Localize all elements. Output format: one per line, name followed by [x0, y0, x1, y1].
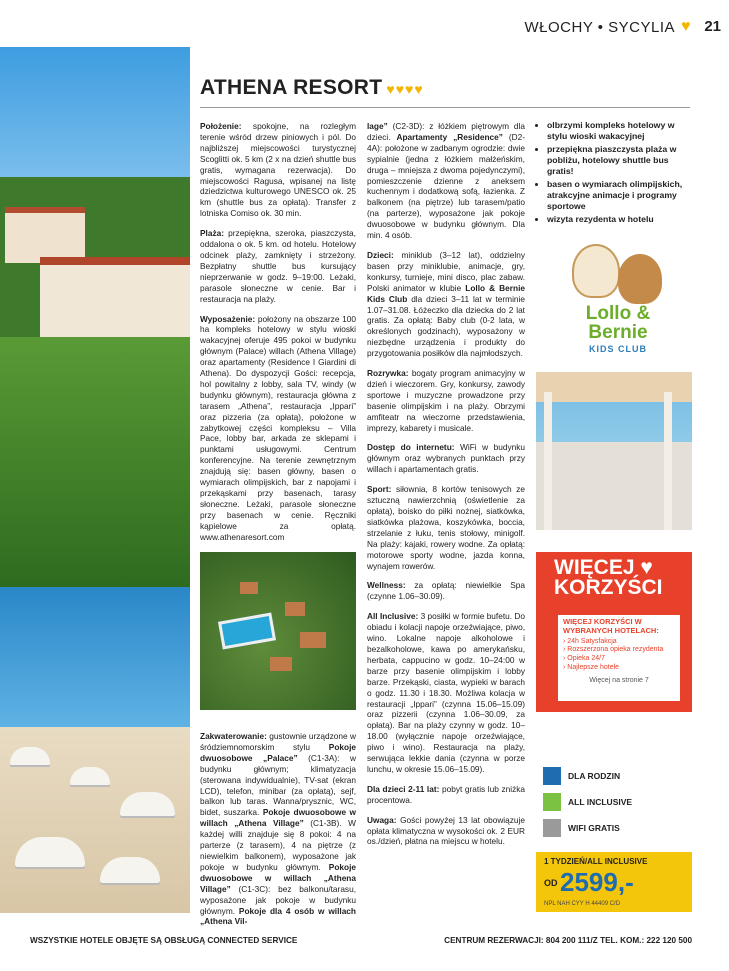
- list-item: • przepiękna piaszczysta plaża w pobliżu, hotelowy shuttle bus gratis!: [547, 144, 696, 177]
- description-column-2: [367, 121, 525, 856]
- list-item: • basen o wymiarach olimpijskich, atrakcyjne animacje i programy sportowe: [547, 179, 696, 212]
- heart-icon: ♥: [681, 18, 691, 35]
- sport-paragraph: Sport: siłownia, 8 kortów tenisowych ze sztuczną nawierzchnią (oświetlenie za opłatą), boisko do piłki nożnej, siatkówka, siatkówka plażowa, koszykówka, boccia, strzelanie z łuku, tenis stołowy, minigolf. Na plaży: kajaki, rowery wodne. Za opłatą: motorowe sporty wodne, jazda konna, wynajem rowerów.: [367, 484, 525, 571]
- roof: [270, 657, 292, 671]
- list-item: • wizyta rezydenta w hotelu: [547, 214, 696, 225]
- pool: [218, 613, 276, 650]
- promo-item: › Rozszerzona opieka rezydenta: [563, 646, 664, 654]
- kids-paragraph: Dzieci: miniklub (3–12 lat), oddzielny basen przy miniklubie, animacje, gry, konkursy, turnieje, mini disco, plac zabaw. Polski animator w klubie Lollo & Bernie Kids Club dla dzieci 3–11 lat w terminie 1.07–31.08. Łóżeczko dla dziecka do 2 lat gratis. Za opłatą: Baby club (0-2 lata, w określonych godzinach), wyposażony w niezbędne urządzenia i produkty do przygotowania posiłków dla najmłodszych.: [367, 249, 525, 359]
- terrace-photo: [536, 372, 692, 530]
- wifi-icon: [543, 819, 561, 837]
- price-code: NPL NAH CYY H 44409 C/D: [544, 901, 621, 907]
- badge-all-inclusive: ALL INCLUSIVE: [543, 793, 632, 811]
- roof: [240, 582, 258, 594]
- hotel-building: [40, 257, 190, 345]
- promo-headline: WIĘCEJ ♥ KORZYŚCI: [554, 556, 663, 599]
- footer-left: WSZYSTKIE HOTELE OBJĘTE SĄ OBSŁUGĄ CONNECTED SERVICE: [30, 936, 298, 945]
- description-column-1: [200, 121, 356, 571]
- promo-item: › Opieka 24/7: [563, 655, 606, 663]
- kids-club-label: KIDS CLUB: [589, 344, 647, 354]
- cow-mascot-icon: [572, 244, 620, 298]
- badge-wifi: WIFI GRATIS: [543, 819, 632, 837]
- note-paragraph: Uwaga: Gości powyżej 13 lat obowiązuje opłata klimatyczna w wysokości ok. 2 EUR os./dzień, płatna na miejscu w hotelu.: [367, 814, 525, 847]
- roof: [285, 602, 305, 616]
- hotel-name: ATHENA RESORT: [200, 76, 383, 99]
- promo-box-title: WIĘCEJ KORZYŚCI W WYBRANYCH HOTELACH:: [563, 617, 659, 635]
- price-value: 2599,-: [560, 867, 634, 897]
- title-divider: [200, 107, 690, 108]
- price-label: 1 TYDZIEŃ/ALL INCLUSIVE: [544, 857, 648, 866]
- location-paragraph: Położenie: spokojne, na rozległym terenie wśród drzew piniowych i pól. Do najbliższej miejscowości turystycznej Scoglitti ok. 5 km (2 x na dzień shuttle bus gratis, wymagana rezerwacja). Do miejscowości Ragusa, wpisanej na listę dziedzictwa kulturowego UNESCO ok. 25 km (shuttle bus za opłatą). Transfer z lotniska Comiso ok. 30 min.: [200, 121, 356, 219]
- more-benefits-promo: [536, 552, 692, 712]
- footer-right: CENTRUM REZERWACJI: 804 200 111/Z TEL. KOM.: 222 120 500: [444, 936, 692, 945]
- badge-family: DLA RODZIN: [543, 767, 632, 785]
- description-column-1-bottom: [200, 731, 356, 936]
- room-types-paragraph: lage” (C2-3D): z łóżkiem piętrowym dla dzieci. Apartamenty „Residence” (D2-4A): położone w zadbanym ogrodzie: dwie sypialnie (jedna z łóżkiem małżeńskim, druga – mniejsza z dwoma pojedynczymi), pomieszczenie dzienne z aneksem kuchennym i dodatkową sofą, łazienka. Z balkonem (na piętrze) lub tarasem/patio (na parterze), wyposażone jak pokoje dwuosobowe w budynku głównym. Dla min. 4 osób.: [367, 121, 525, 241]
- aerial-photo: [200, 552, 356, 710]
- sea: [0, 587, 190, 727]
- list-item: • olbrzymi kompleks hotelowy w stylu wioski wakacyjnej: [547, 120, 696, 142]
- hotel-building: [5, 207, 85, 263]
- region-label: WŁOCHY • SYCYLIA: [524, 18, 675, 36]
- page-number: 21: [704, 18, 721, 35]
- garden-lawn: [0, 337, 190, 587]
- feature-badges: [543, 767, 632, 845]
- entertainment-paragraph: Rozrywka: bogaty program animacyjny w dzień i wieczorem. Gry, konkursy, zawody sportowe i muzyczne prowadzone przy basenie olimpijskim i na plaży. Obrzymi amfiteatr na wieczorne przedstawienia, imprezy, kabarety i musicale.: [367, 368, 526, 433]
- all-inclusive-paragraph: All Inclusive: 3 posiłki w formie bufetu. Do obiadu i kolacji napoje orzeźwiające, piwo, wino. Lokalne napoje alkoholowe i bezalkoholowe, kawa po amerykańsku, herbata, cappucino w godz. 10–24:00 w barze przy basenie olimpijskim i lobby barze. Przekąski, ciasta, wypieki w barach o godz. 11.30 i 18.30. Możliwa kolacja w restauracji „Ippari” (czynna 15.06–15.09) oraz pizzerii (czynna 1.06–30.09, za opłatą). Bar na plaży czynny w godz. 10–18.00 (wyłącznie napoje orzeźwiające, piwo i wino). Restauracja na plaży, serwująca lekkie dania (czynna w porze lunchu, w okresie 15.06–15.09).: [367, 611, 526, 774]
- price-prefix: OD: [544, 878, 558, 888]
- lollo-title: Lollo & Bernie: [585, 303, 651, 343]
- promo-box: [558, 615, 680, 701]
- family-icon: [543, 767, 561, 785]
- heart-icon: ♥: [640, 556, 653, 579]
- pillar: [544, 392, 552, 530]
- promo-footer: Więcej na stronie 7: [589, 676, 649, 684]
- beach-paragraph: Plaża: przepiękna, szeroka, piaszczysta, oddalona o ok. 5 km. od hotelu. Hotelowy odcinek plaży, zamknięty i strzeżony. Bezpłatny shuttle bus kursujący nieprzerwanie w godz. 9–19:00. Leżaki, parasole słoneczne w cenie. Bar i restauracja na plaży.: [200, 228, 356, 304]
- bear-mascot-icon: [618, 254, 662, 304]
- hotel-title: [200, 76, 424, 100]
- wellness-paragraph: Wellness: za opłatą: niewielkie Spa (czynne 1.06–30.09).: [367, 580, 525, 602]
- price-box: [536, 852, 692, 912]
- children-discount-paragraph: Dla dzieci 2-11 lat: pobyt gratis lub zniżka procentowa.: [367, 783, 525, 805]
- rating-hearts-icon: ♥♥♥♥: [386, 81, 424, 97]
- promo-item: › Najlepsze hotele: [563, 663, 620, 671]
- lollo-bernie-logo: [566, 240, 670, 358]
- resort-photo-column: [0, 47, 190, 913]
- all-inclusive-icon: [543, 793, 561, 811]
- roof: [300, 632, 326, 648]
- pillar: [664, 392, 672, 530]
- accommodation-paragraph: Zakwaterowanie: gustownie urządzone w śródziemnomorskim stylu Pokoje dwuosobowe „Palace” (C1-3A): w budynku głównym; klimatyzacja (sterowana indywidualnie), TV-sat (ekran LCD), telefon, minibar (za opłatą), sejf, balkon lub taras. Wanna/prysznic, WC, bidet, suszarka. Pokoje dwuosobowe w willach „Athena Village” (C1-3B). W każdej willi znajduje się 8 pokoi: 4 na parterze (z tarasem), 4 na piętrze (z niewielkim balkonem), wyposażone jak pokoje w budynku głównym. Pokoje dwuosobowe w willach „Athena Village” (C1-3C): bez balkonu/tarasu, wyposażone jak pokoje w budynku głównym. Pokoje dla 4 osób w willach „Athena Vil-: [200, 731, 357, 927]
- region-header: [524, 18, 691, 36]
- highlights-list: [536, 120, 696, 227]
- promo-item: › 24h Satysfakcja: [563, 637, 617, 645]
- internet-paragraph: Dostęp do internetu: WiFi w budynku głównym oraz wybranych punktach przy willach i apartamentach gratis.: [367, 442, 526, 475]
- facilities-paragraph: Wyposażenie: położony na obszarze 100 ha kompleks hotelowy w stylu wioski wakacyjnej oferuje 495 pokoi w budynku głównym (Palace) willach (Athena Village) oraz apartamenty (Residence I Giardini di Athena). Do dyspozycji Gości: recepcja, hol powitalny z lobby, sala TV, windy (w budynku głównym), restauracja główna z tarasem „Athena”, restauracja „Ippari” oraz pizzeria (za opłatą), położone w zabytkowej części kompleksu – Villa Pace, lobby bar, arkada ze sklepami i punktami usługowymi. Centrum konferencyjne. Na terenie zewnętrznym znajdują się: basen główny, basen o wymiarach olimpijskich, bar z napojami i przekąskami przy basenach, tarasy słoneczne. Leżaki, parasole słoneczne przy basenach w cenie. Ręczniki kąpielowe za opłatą. www.athenaresort.com: [200, 313, 356, 542]
